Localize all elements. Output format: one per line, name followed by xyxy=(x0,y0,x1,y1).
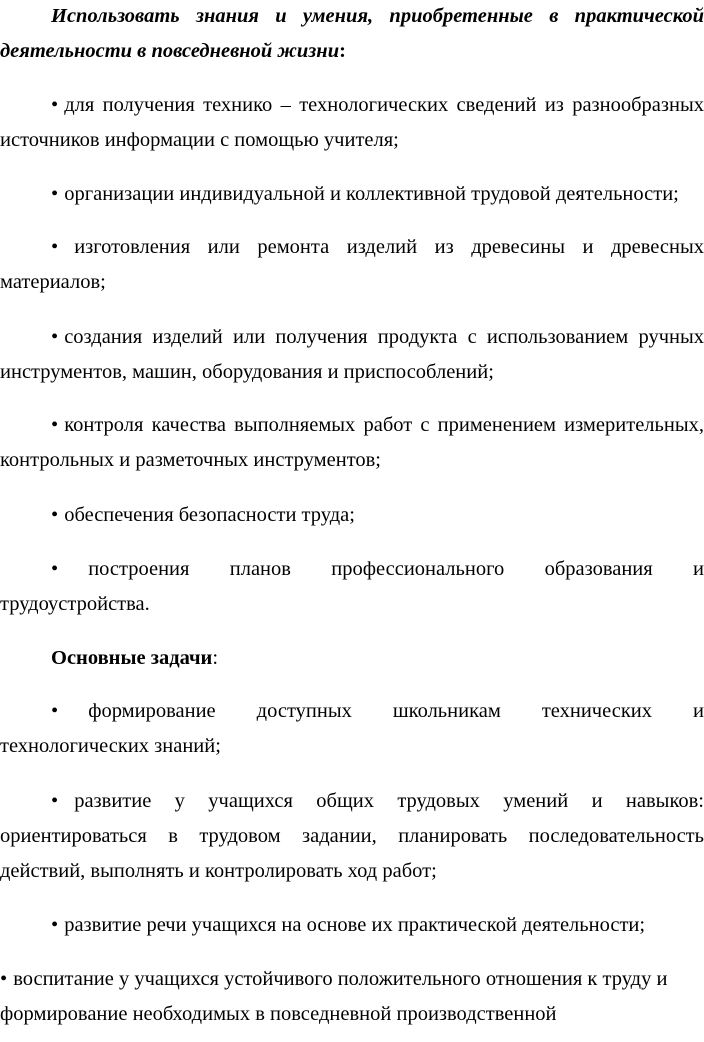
list1-item-text: для получения технико – технологических сведений из разнообразных источников информации с помощью учителя; xyxy=(0,94,704,151)
bullet-icon: • xyxy=(51,94,59,116)
list1-item-text: обеспечения безопасности труда; xyxy=(64,504,355,526)
list1-item-text: контроля качества выполняемых работ с применением измерительных, контрольных и разметочных инструментов; xyxy=(0,414,704,471)
list1-item xyxy=(0,177,704,212)
list1-item xyxy=(0,230,704,300)
list2-item xyxy=(0,962,704,1032)
tasks-heading xyxy=(0,641,704,676)
tasks-heading-colon: : xyxy=(212,647,219,669)
list2-item-text: развитие у учащихся общих трудовых умений и навыков: ориентироваться в трудовом задании, планировать последовательность действий, выполнять и контролировать ход работ; xyxy=(0,790,704,882)
list2-item xyxy=(0,784,704,889)
bullet-icon: • xyxy=(51,236,59,258)
list1-item xyxy=(0,320,704,390)
bullet-icon: • xyxy=(51,914,59,936)
list1-item-text: организации индивидуальной и коллективной трудовой деятельности; xyxy=(64,183,679,205)
bullet-icon: • xyxy=(51,558,59,580)
list2-item-text: развитие речи учащихся на основе их практической деятельности; xyxy=(64,914,646,936)
list1-item xyxy=(0,552,704,622)
intro-heading xyxy=(0,0,704,69)
intro-heading-text: Использовать знания и умения, приобретенные в практической деятельности в повседневной жизни xyxy=(0,5,704,62)
list1-item-text: создания изделий или получения продукта с использованием ручных инструментов, машин, оборудования и приспособлений; xyxy=(0,326,704,383)
bullet-icon: • xyxy=(51,414,59,436)
bullet-icon: • xyxy=(51,326,59,348)
list2-item xyxy=(0,908,704,943)
list2-item-text: формирование доступных школьникам технических и технологических знаний; xyxy=(0,700,704,757)
bullet-icon: • xyxy=(51,504,59,526)
bullet-icon: • xyxy=(51,700,59,722)
intro-heading-colon: : xyxy=(339,40,346,62)
list1-item xyxy=(0,408,704,478)
list1-item xyxy=(0,88,704,158)
list1-item-text: построения планов профессионального образования и трудоустройства. xyxy=(0,558,704,615)
list1-item-text: изготовления или ремонта изделий из древесины и древесных материалов; xyxy=(0,236,704,293)
bullet-icon: • xyxy=(0,968,8,990)
list1-item xyxy=(0,498,704,533)
list2-item-text: воспитание у учащихся устойчивого положительного отношения к труду и формирование необходимых в повседневной производственной xyxy=(0,968,668,1025)
bullet-icon: • xyxy=(51,183,59,205)
tasks-heading-text: Основные задачи xyxy=(51,647,213,669)
bullet-icon: • xyxy=(51,790,59,812)
list2-item xyxy=(0,694,704,764)
